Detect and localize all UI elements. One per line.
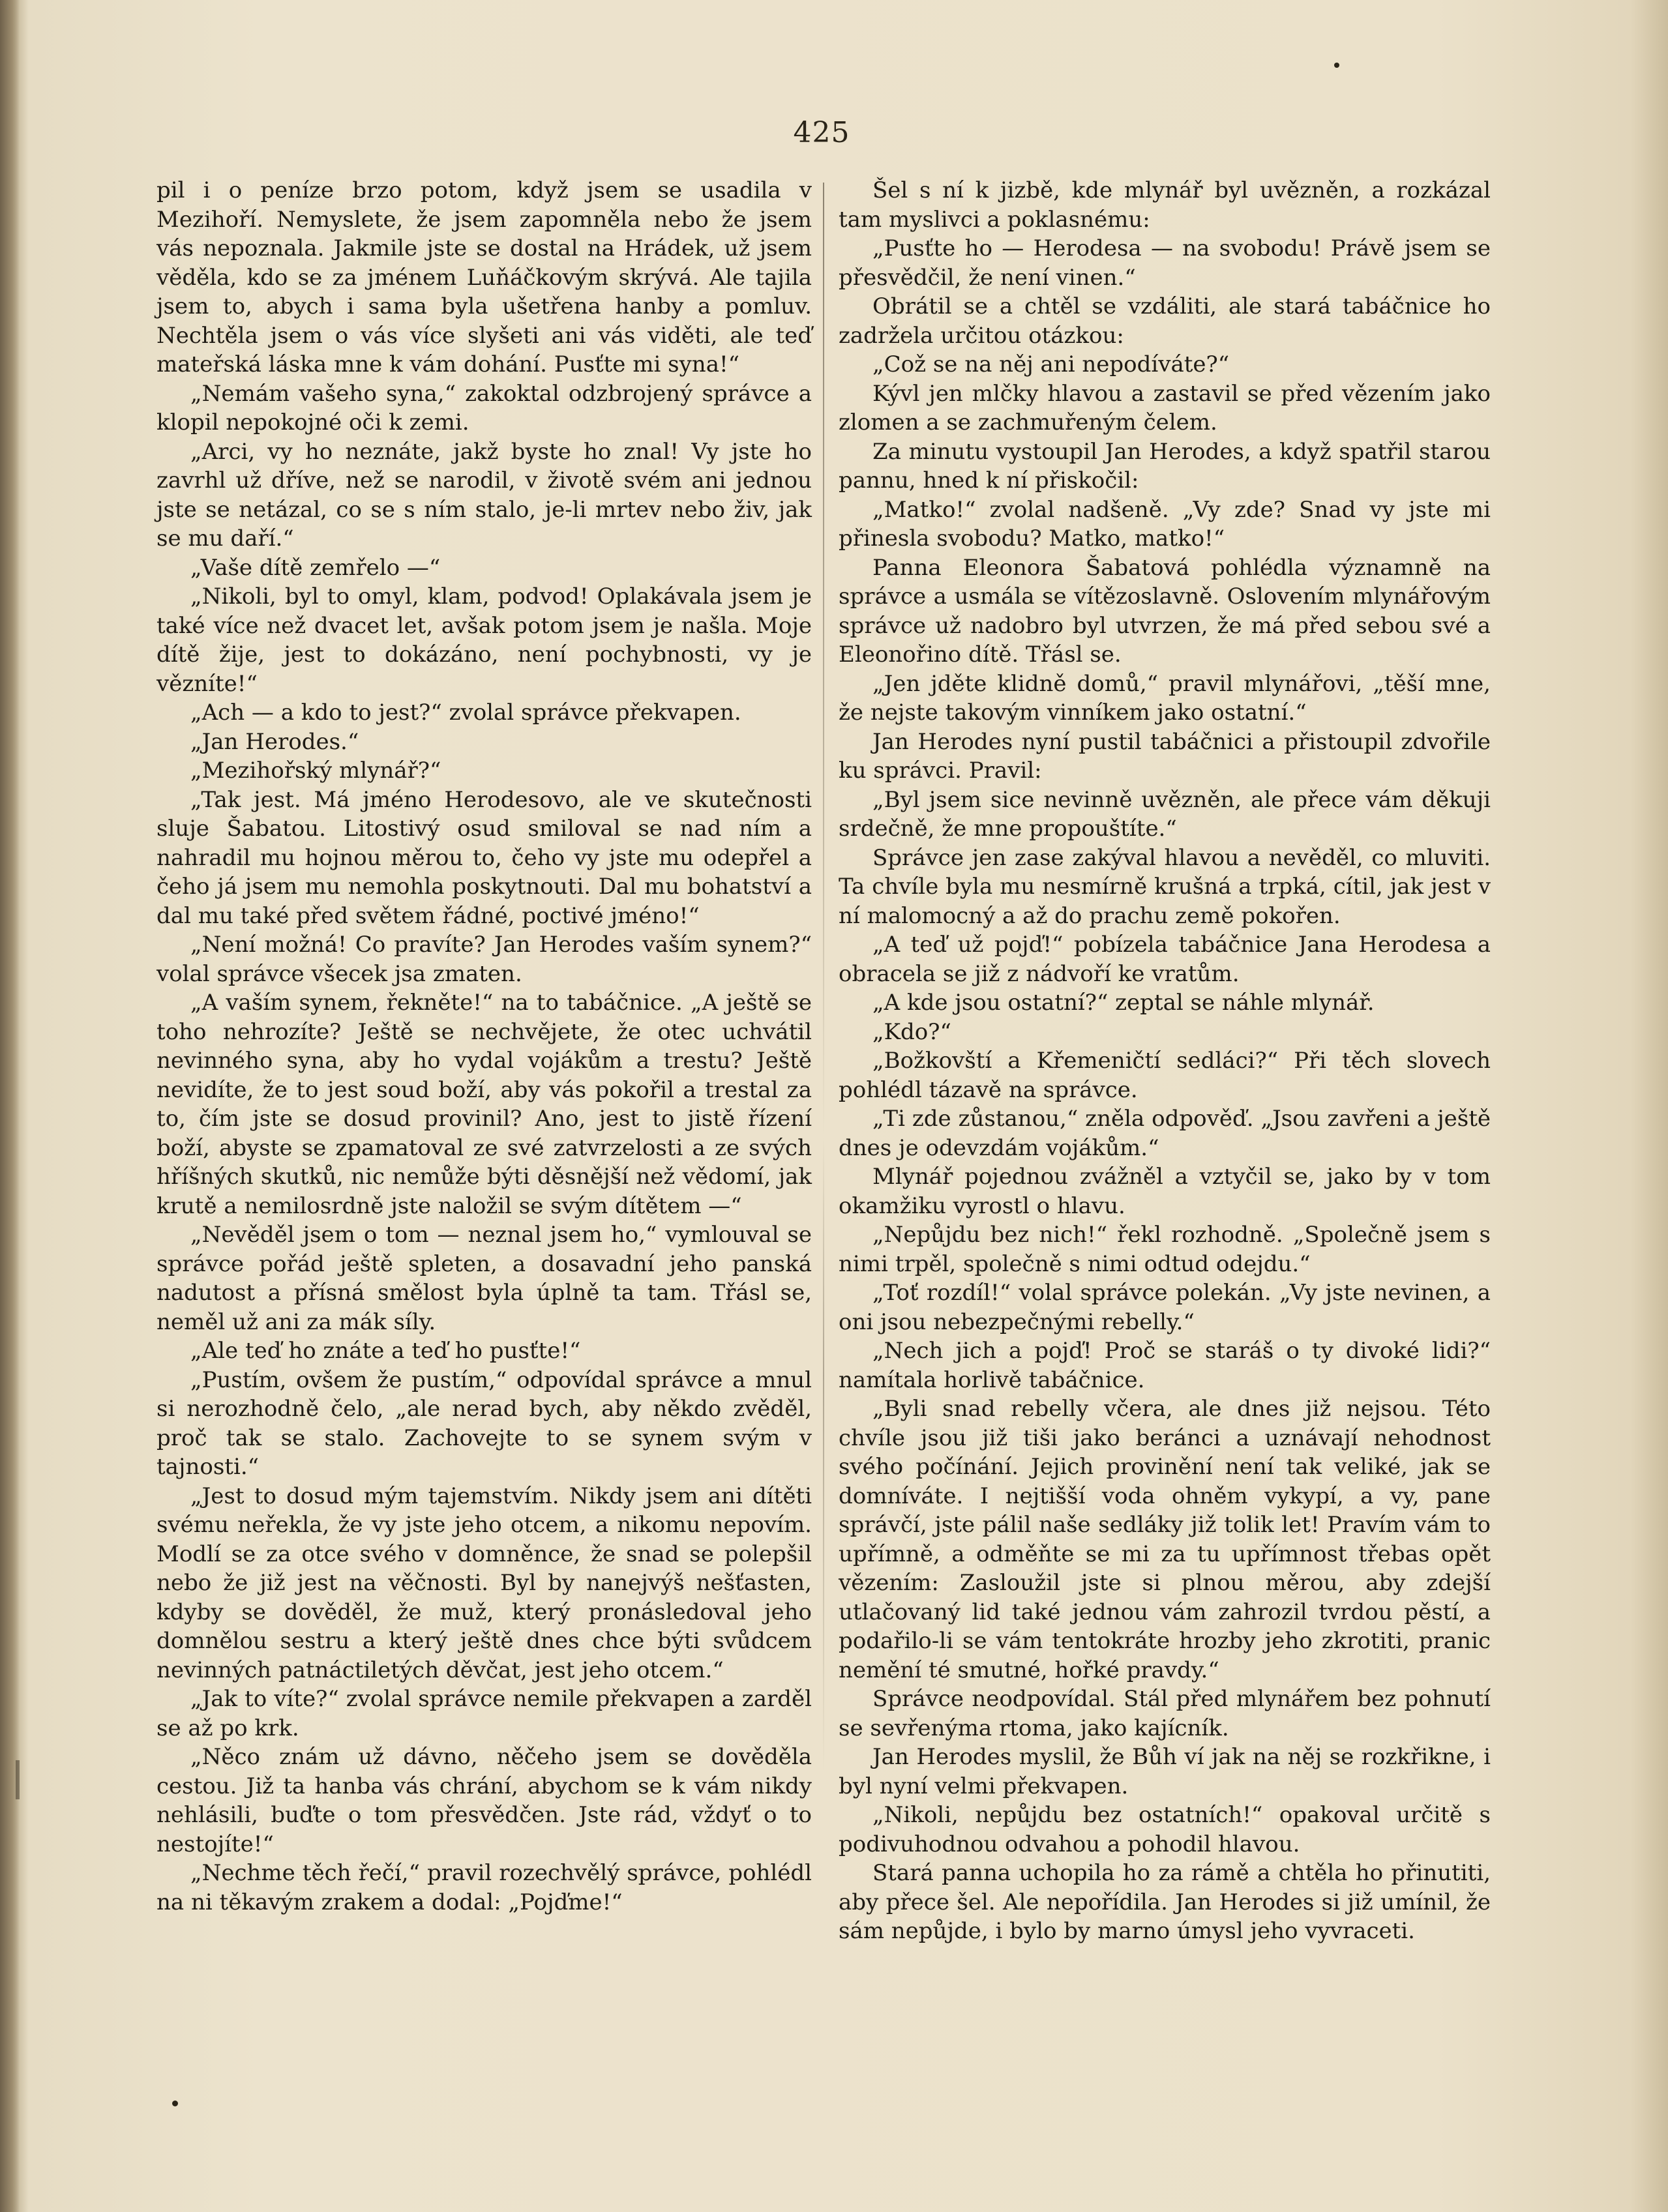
binding-shadow [0,0,20,2212]
paragraph: „Pustím, ovšem že pustím,“ odpovídal správce a mnul si nerozhodně čelo, „ale nerad bych, aby někdo zvěděl, proč tak se stalo. Zachovejte to se synem svým v tajnosti.“ [156,1366,812,1480]
right-text-column [839,176,1491,1946]
ink-speck [1334,63,1339,68]
paragraph: „Což se na něj ani nepodíváte?“ [872,351,1230,377]
paragraph: Šel s ní k jizbě, kde mlynář byl uvězněn, a rozkázal tam myslivci a poklasnému: [839,177,1491,233]
paragraph: „Pusťte ho — Herodesa — na svobodu! Právě jsem se přesvědčil, že není vinen.“ [839,235,1491,291]
paragraph: „Nemám vašeho syna,“ zakoktal odzbrojený správce a klopil nepokojné oči k zemi. [156,380,812,435]
column-divider [823,183,824,1773]
page-edge-mark [16,1760,20,1799]
paragraph: „Nevěděl jsem o tom — neznal jsem ho,“ vymlouval se správce pořád ještě spleten, a dosavadní jeho panská nadutost a přísná smělost byla úplně ta tam. Třásl se, neměl už ani za mák síly. [156,1222,812,1335]
paragraph: Jan Herodes myslil, že Bůh ví jak na něj se rozkřikne, i byl nyní velmi překvapen. [839,1744,1491,1799]
paragraph: „Není možná! Co pravíte? Jan Herodes vaším synem?“ volal správce všecek jsa zmaten. [156,932,812,987]
paragraph: „Jan Herodes.“ [190,728,359,755]
paragraph: „Kdo?“ [872,1018,951,1045]
paragraph: „Nikoli, byl to omyl, klam, podvod! Oplakávala jsem je také více než dvacet let, avšak potom jsem je našla. Moje dítě žije, jest to dokázáno, není pochybnosti, vy je vězníte!“ [156,583,812,697]
paragraph: „Nepůjdu bez nich!“ řekl rozhodně. „Společně jsem s nimi trpěl, společně s nimi odtud odejdu.“ [839,1222,1491,1277]
paragraph: „A teď už pojď!“ pobízela tabáčnice Jana Herodesa a obracela se již z nádvoří ke vratům. [839,932,1491,987]
page-number: 425 [793,116,850,149]
ink-speck [172,2101,178,2106]
paragraph: „A vaším synem, řekněte!“ na to tabáčnice. „A ještě se toho nehrozíte? Ještě se nechvějete, že otec uchvátil nevinného syna, aby ho vydal vojákům a trestu? Ještě nevidíte, že to jest soud boží, aby vás pokořil a trestal za to, čím jste se dosud provinil? Ano, jest to jistě řízení boží, abyste se zpamatoval ze své zatvrzelosti a ze svých hříšných skutků, nic nemůže býti děsnější než vědomí, jak krutě a nemilosrdně jste naložil se svým dítětem —“ [156,990,812,1219]
paragraph: „Matko!“ zvolal nadšeně. „Vy zde? Snad vy jste mi přinesla svobodu? Matko, matko!“ [839,496,1491,552]
paragraph: Kývl jen mlčky hlavou a zastavil se před vězením jako zlomen a se zachmuřeným čelem. [839,380,1491,435]
paragraph: „Ti zde zůstanou,“ zněla odpověď. „Jsou zavřeni a ještě dnes je odevzdám vojákům.“ [839,1106,1491,1161]
left-text-column [156,176,812,1917]
paragraph: Panna Eleonora Šabatová pohlédla významně na správce a usmála se vítězoslavně. Oslovením mlynářovým správce už nadobro byl utvrzen, že má před sebou své a Eleonořino dítě. Třásl se. [839,554,1491,668]
paragraph: „Tak jest. Má jméno Herodesovo, ale ve skutečnosti sluje Šabatou. Litostivý osud smiloval se nad ním a nahradil mu hojnou měrou to, čeho vy jste mu odepřel a čeho já jsem mu nemohla poskytnouti. Dal mu bohatství a dal mu také před světem řádné, poctivé jméno!“ [156,786,812,929]
paragraph: Jan Herodes nyní pustil tabáčnici a přistoupil zdvořile ku správci. Pravil: [839,728,1491,784]
paragraph: Správce neodpovídal. Stál před mlynářem bez pohnutí se sevřenýma rtoma, jako kajícník. [839,1686,1491,1741]
paragraph: „Mezihořský mlynář?“ [190,758,441,784]
paragraph: Mlynář pojednou zvážněl a vztyčil se, jako by v tom okamžiku vyrostl o hlavu. [839,1164,1491,1219]
paragraph: „Ach — a kdo to jest?“ zvolal správce překvapen. [190,700,741,726]
paragraph: pil i o peníze brzo potom, když jsem se usadila v Mezihoří. Nemyslete, že jsem zapomněla nebo že jsem vás nepoznala. Jakmile jste se dostal na Hrádek, už jsem věděla, kdo se za jménem Luňáčkovým skrývá. Ale tajila jsem to, abych i sama byla ušetřena hanby a pomluv. Nechtěla jsem o vás více slyšeti ani vás viděti, ale teď mateřská láska mne k vám dohání. Pusťte mi syna!“ [156,177,812,377]
paragraph: „Jak to víte?“ zvolal správce nemile překvapen a zarděl se až po krk. [156,1686,812,1741]
paragraph: „Nech jich a pojď! Proč se staráš o ty divoké lidi?“ namítala horlivě tabáčnice. [839,1338,1491,1393]
paragraph: Správce jen zase zakýval hlavou a nevěděl, co mluviti. Ta chvíle byla mu nesmírně krušná a trpká, cítil, jak jest v ní malomocný a až do prachu země pokořen. [839,844,1491,929]
paragraph: „Jen jděte klidně domů,“ pravil mlynářovi, „těší mne, že nejste takovým vinníkem jako ostatní.“ [839,670,1491,726]
paragraph: „Jest to dosud mým tajemstvím. Nikdy jsem ani dítěti svému neřekla, že vy jste jeho otcem, a nikomu nepovím. Modlí se za otce svého v domněnce, že snad se polepšil nebo že již jest na věčnosti. Byl by nanejvýš nešťasten, kdyby se dověděl, že muž, který pronásledoval jeho domnělou sestru a který ještě dnes chce býti svůdcem nevinných patnáctiletých děvčat, jest jeho otcem.“ [156,1482,812,1683]
paragraph: „Arci, vy ho neznáte, jakž byste ho znal! Vy jste ho zavrhl už dříve, než se narodil, v životě svém ani jednou jste se netázal, co se s ním stalo, je-li mrtev nebo živ, jak se mu daří.“ [156,438,812,552]
paragraph: Stará panna uchopila ho za rámě a chtěla ho přinutiti, aby přece šel. Ale nepořídila. Jan Herodes si již umínil, že sám nepůjde, i bylo by marno úmysl jeho vyvraceti. [839,1860,1491,1944]
paragraph: „Ale teď ho znáte a teď ho pusťte!“ [190,1338,581,1364]
paragraph: „Nikoli, nepůjdu bez ostatních!“ opakoval určitě s podivuhodnou odvahou a pohodil hlavou. [839,1802,1491,1857]
paragraph: „Byl jsem sice nevinně uvězněn, ale přece vám děkuji srdečně, že mne propouštíte.“ [839,786,1491,842]
paragraph: „Něco znám už dávno, něčeho jsem se dověděla cestou. Již ta hanba vás chrání, abychom se k vám nikdy nehlásili, buďte o tom přesvědčen. Jste rád, vždyť o to nestojíte!“ [156,1744,812,1857]
paragraph: „Toť rozdíl!“ volal správce polekán. „Vy jste nevinen, a oni jsou nebezpečnými rebelly.“ [839,1280,1491,1335]
paragraph: „Nechme těch řečí,“ pravil rozechvělý správce, pohlédl na ni těkavým zrakem a dodal: „Pojďme!“ [156,1860,812,1915]
paragraph: Za minutu vystoupil Jan Herodes, a když spatřil starou pannu, hned k ní přiskočil: [839,438,1491,494]
paragraph: „Vaše dítě zemřelo —“ [190,554,441,581]
paragraph: „Božkovští a Křemeničtí sedláci?“ Při těch slovech pohlédl tázavě na správce. [839,1048,1491,1103]
paragraph: „A kde jsou ostatní?“ zeptal se náhle mlynář. [872,990,1375,1016]
paragraph: Obrátil se a chtěl se vzdáliti, ale stará tabáčnice ho zadržela určitou otázkou: [839,293,1491,349]
paragraph: „Byli snad rebelly včera, ale dnes již nejsou. Této chvíle jsou již tiši jako beránci a uznávají nehodnost svého počínání. Jejich provinění není tak veliké, jak se domníváte. I nejtišší voda ohněm vykypí, a vy, pane správčí, jste pálil naše sedláky již tolik let! Pravím vám to upřímně, a odměňte se mi za tu upřímnost třebas opět vězením: Zasloužil jste si plnou měrou, aby zdejší utlačovaný lid také jednou vám zahrozil tvrdou pěstí, a podařilo-li se vám tentokráte hrozby jeho zkrotiti, pranic nemění té smutné, hořké pravdy.“ [839,1396,1491,1683]
